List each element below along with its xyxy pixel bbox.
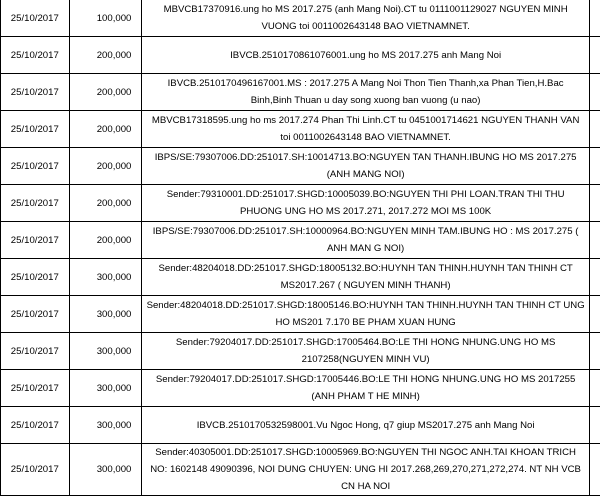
empty-cell <box>589 370 600 407</box>
table-row <box>1 222 600 259</box>
empty-cell <box>589 0 600 37</box>
amount-cell: 100,000 <box>69 0 142 37</box>
date-cell: 25/10/2017 <box>1 74 70 111</box>
empty-cell <box>589 296 600 333</box>
transaction-description-cell: Sender:40305001.DD:251017.SHGD:10005969.BO:NGUYEN THI NGOC ANH.TAI KHOAN TRICH NO: 1602148 49090396, NOI DUNG CHUYEN: UNG HI 2017.268,269,270,271,272,274. NT NH VCB CN HA NOI <box>142 444 589 496</box>
empty-cell <box>589 37 600 74</box>
table-row <box>1 370 600 407</box>
table-row <box>1 296 600 333</box>
transaction-description-cell: Sender:79204017.DD:251017.SHGD:17005464.BO:LE THI HONG NHUNG.UNG HO MS 2107258(NGUYEN MINH VU) <box>142 333 589 370</box>
transaction-description-cell: Sender:48204018.DD:251017.SHGD:18005132.BO:HUYNH TAN THINH.HUYNH TAN THINH CT MS2017.267 ( NGUYEN MINH THANH) <box>142 259 589 296</box>
transaction-description-cell: Sender:79310001.DD:251017.SHGD:10005039.BO:NGUYEN THI PHI LOAN.TRAN THI THU PHUONG UNG HO MS 2017.271, 2017.272 MOI MS 100K <box>142 185 589 222</box>
table-row <box>1 148 600 185</box>
amount-cell: 200,000 <box>69 222 142 259</box>
table-row <box>1 259 600 296</box>
amount-cell: 300,000 <box>69 259 142 296</box>
transaction-description-cell: IBPS/SE:79307006.DD:251017.SH:10014713.BO:NGUYEN TAN THANH.IBUNG HO MS 2017.275 (ANH MANG NOI) <box>142 148 589 185</box>
date-cell: 25/10/2017 <box>1 296 70 333</box>
amount-cell: 300,000 <box>69 407 142 444</box>
date-cell: 25/10/2017 <box>1 370 70 407</box>
transaction-description-cell: MBVCB17370916.ung ho MS 2017.275 (anh Mang Noi).CT tu 0111001129027 NGUYEN MINH VUONG toi 0011002643148 BAO VIETNAMNET. <box>142 0 589 37</box>
empty-cell <box>589 111 600 148</box>
table-row <box>1 333 600 370</box>
amount-cell: 300,000 <box>69 444 142 496</box>
amount-cell: 200,000 <box>69 148 142 185</box>
transaction-description-cell: IBVCB.2510170532598001.Vu Ngoc Hong, q7 giup MS2017.275 anh Mang Noi <box>142 407 589 444</box>
empty-cell <box>589 333 600 370</box>
date-cell: 25/10/2017 <box>1 37 70 74</box>
amount-cell: 300,000 <box>69 370 142 407</box>
date-cell: 25/10/2017 <box>1 185 70 222</box>
date-cell: 25/10/2017 <box>1 444 70 496</box>
date-cell: 25/10/2017 <box>1 333 70 370</box>
table-row <box>1 111 600 148</box>
amount-cell: 200,000 <box>69 74 142 111</box>
table-row <box>1 37 600 74</box>
empty-cell <box>589 444 600 496</box>
date-cell: 25/10/2017 <box>1 0 70 37</box>
transaction-description-cell: Sender:79204017.DD:251017.SHGD:17005446.BO:LE THI HONG NHUNG.UNG HO MS 2017255 (ANH PHAM T HE MINH) <box>142 370 589 407</box>
date-cell: 25/10/2017 <box>1 222 70 259</box>
date-cell: 25/10/2017 <box>1 111 70 148</box>
transaction-description-cell: Sender:48204018.DD:251017.SHGD:18005146.BO:HUYNH TAN THINH.HUYNH TAN THINH CT UNG HO MS201 7.170 BE PHAM XUAN HUNG <box>142 296 589 333</box>
table-row <box>1 407 600 444</box>
empty-cell <box>589 185 600 222</box>
empty-cell <box>589 148 600 185</box>
amount-cell: 200,000 <box>69 37 142 74</box>
date-cell: 25/10/2017 <box>1 148 70 185</box>
table-row <box>1 74 600 111</box>
empty-cell <box>589 222 600 259</box>
table-row <box>1 0 600 37</box>
table-row <box>1 185 600 222</box>
date-cell: 25/10/2017 <box>1 259 70 296</box>
empty-cell <box>589 74 600 111</box>
transaction-description-cell: IBVCB.2510170496167001.MS : 2017.275 A Mang Noi Thon Tien Thanh,xa Phan Tien,H.Bac Binh,Binh Thuan u day song xuong ban vuong (u nao) <box>142 74 589 111</box>
empty-cell <box>589 259 600 296</box>
transaction-description-cell: IBPS/SE:79307006.DD:251017.SH:10000964.BO:NGUYEN MINH TAM.IBUNG HO : MS 2017.275 ( ANH MAN G NOI) <box>142 222 589 259</box>
date-cell: 25/10/2017 <box>1 407 70 444</box>
amount-cell: 300,000 <box>69 296 142 333</box>
table-row <box>1 444 600 496</box>
amount-cell: 200,000 <box>69 185 142 222</box>
amount-cell: 200,000 <box>69 111 142 148</box>
amount-cell: 300,000 <box>69 333 142 370</box>
transaction-description-cell: MBVCB17318595.ung ho ms 2017.274 Phan Thi Linh.CT tu 0451001714621 NGUYEN THANH VAN toi 0011002643148 BAO VIETNAMNET. <box>142 111 589 148</box>
empty-cell <box>589 407 600 444</box>
transaction-description-cell: IBVCB.2510170861076001.ung ho MS 2017.275 anh Mang Noi <box>142 37 589 74</box>
